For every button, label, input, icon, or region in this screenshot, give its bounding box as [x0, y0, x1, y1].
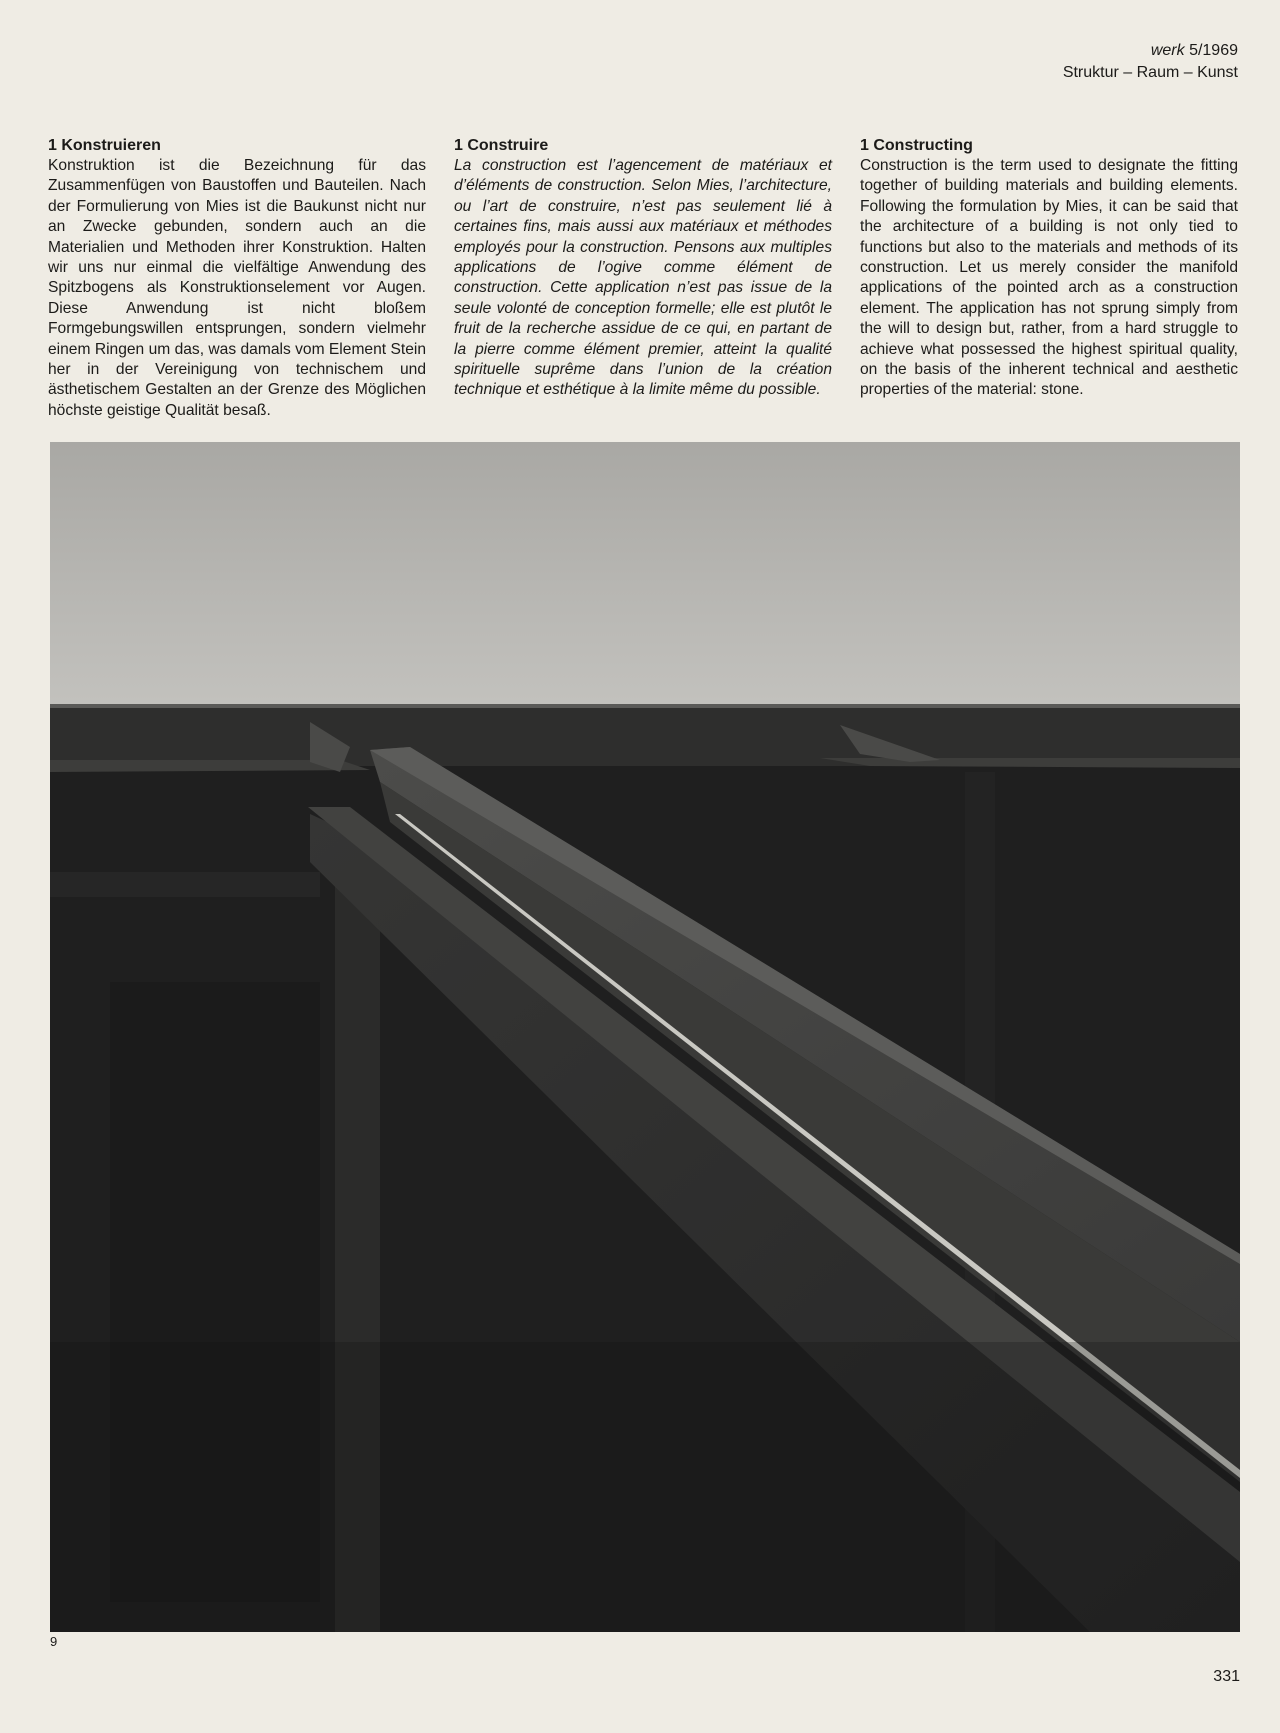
column-german [48, 136, 426, 421]
column-heading: 1 Constructing [860, 137, 973, 154]
journal-issue [1063, 40, 1238, 62]
sky [50, 442, 1240, 712]
issue-number: 5/1969 [1189, 42, 1238, 59]
column-text: Construction is the term used to designate the fitting together of building materials and building elements. Following the formulation by Mies, it can be said that the architecture of a building is not only tied to functions but also to the materials and methods of its construction. Let us merely consider the manifold applications of the pointed arch as a construction element. The application has not sprung simply from the will to design but, rather, from a hard struggle to achieve what possessed the highest spiritual quality, on the basis of the inherent technical and aesthetic properties of the material: stone. [860, 157, 1238, 399]
column-text: Konstruktion ist die Bezeichnung für das Zusammenfügen von Baustoffen und Bauteilen. Nach der Formulierung von Mies ist die Baukunst nicht nur an Zwecke gebunden, sondern auch an die Materialien und Methoden ihrer Konstruktion. Halten wir uns nur einmal die vielfältige Anwendung des Spitzbogens als Konstruktionselement vor Augen. Diese Anwendung ist nicht bloßem Formgebungswillen entsprungen, sondern vielmehr einem Ringen um das, was damals vom Element Stein her in der Vereinigung von technischem und ästhetischem Gestalten an der Grenze des Möglichen höchste geistige Qualität besaß. [48, 157, 426, 419]
text-columns [48, 136, 1238, 421]
roof-edge-beam [50, 704, 1240, 766]
journal-title: werk [1150, 42, 1185, 59]
column-heading: 1 Construire [454, 137, 549, 154]
figure-photo-steel-beams [50, 442, 1240, 1632]
figure-number: 9 [50, 1634, 58, 1649]
beam-photograph [50, 442, 1240, 1632]
column-english [860, 136, 1238, 421]
roof-edge-highlight [50, 704, 1240, 708]
lower-shadow [50, 1342, 1240, 1632]
column-french [454, 136, 832, 421]
header-subtitle: Struktur – Raum – Kunst [1062, 64, 1238, 81]
column-heading: 1 Konstruieren [48, 137, 161, 154]
grid-beam-horizontal [50, 872, 320, 897]
page-number: 331 [1213, 1668, 1240, 1685]
column-text: La construction est l’agencement de matériaux et d’éléments de construction. Selon Mies, l’architecture, ou l’art de construire, n’est pas seulement lié à certaines fins, mais aussi aux matériaux et méthodes employés pour la construction. Pensons aux multiples applications de l’ogive comme élément de construction. Cette application n’est pas issue de la seule volonté de conception formelle; elle est plutôt le fruit de la recherche assidue de ce qui, en partant de la pierre comme élément premier, atteint la qualité spirituelle suprême dans l’union de la création technique et esthétique à la limite même du possible. [454, 157, 832, 399]
running-header [1063, 40, 1238, 84]
